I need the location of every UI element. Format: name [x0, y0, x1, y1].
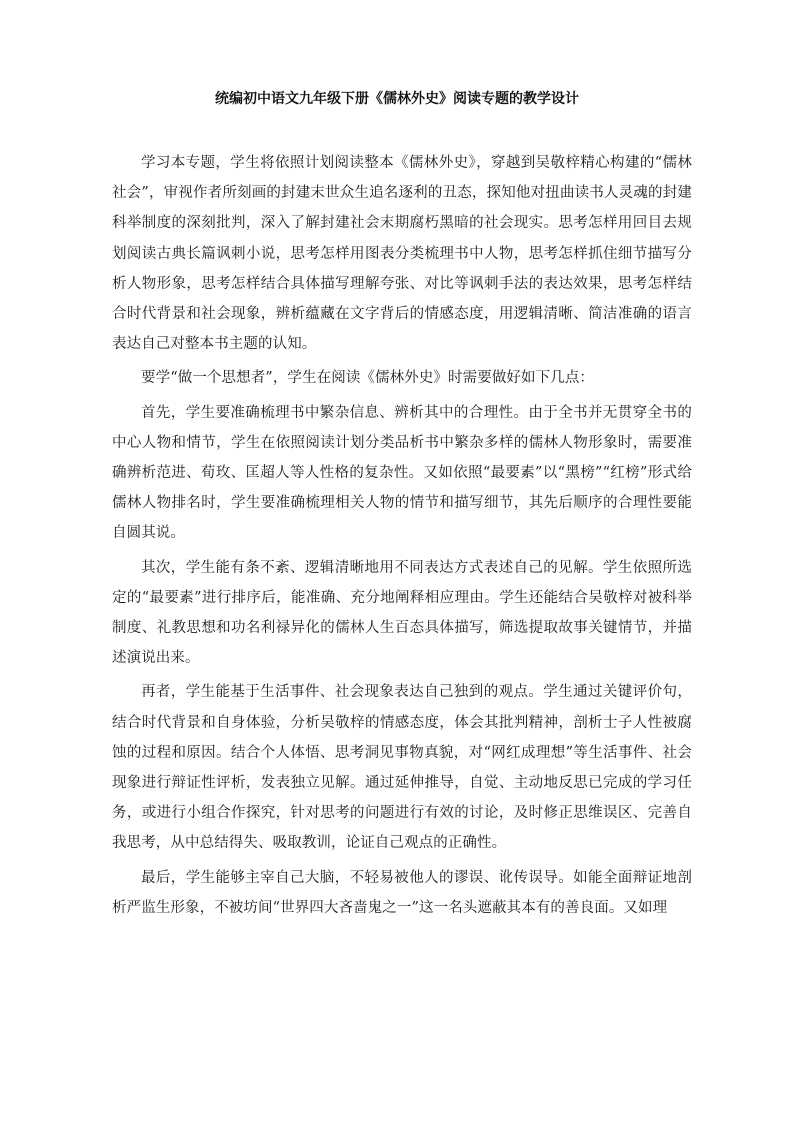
paragraph-first: 首先，学生要准确梳理书中繁杂信息、辨析其中的合理性。由于全书并无贯穿全书的中心人物和情节，学生在依照阅读计划分类品析书中繁杂多样的儒林人物形象时，需要准确辨析范进、荀玫、匡超人等人性格的复杂性。又如依照“最要素”以“黑榜”“红榜”形式给儒林人物排名时，学生要准确梳理相关人物的情节和描写细节，其先后顺序的合理性要能自圆其说。: [112, 404, 692, 542]
paragraph-intro: 学习本专题，学生将依照计划阅读整本《儒林外史》，穿越到吴敬梓精心构建的“儒林社会”，审视作者所刻画的封建末世众生追名逐利的丑态，探知他对扭曲读书人灵魂的封建科举制度的深刻批判，深入了解封建社会末期腐朽黑暗的社会现实。思考怎样用回目去规划阅读古典长篇讽刺小说，思考怎样用图表分类梳理书中人物，思考怎样抓住细节描写分析人物形象，思考怎样结合具体描写理解夸张、对比等讽刺手法的表达效果，思考怎样结合时代背景和社会现象，辨析蕴藏在文字背后的情感态度，用逻辑清晰、简洁准确的语言表达自己对整本书主题的认知。: [112, 155, 692, 353]
paragraph-last: 最后，学生能够主宰自己大脑，不轻易被他人的谬误、讹传误导。如能全面辩证地剖析严监生形象，不被坊间“世界四大吝啬鬼之一”这一名头遮蔽其本有的善良面。又如理: [112, 869, 692, 916]
paragraph-second: 其次，学生能有条不紊、逻辑清晰地用不同表达方式表述自己的见解。学生依照所选定的“最要素”进行排序后，能准确、充分地阐释相应理由。学生还能结合吴敬梓对被科举制度、礼教思想和功名利禄异化的儒林人生百态具体描写，筛选提取故事关键情节，并描述演说出来。: [112, 559, 692, 667]
document-body: [112, 148, 692, 927]
document-title: 统编初中语文九年级下册《儒林外史》阅读专题的教学设计: [215, 91, 579, 107]
paragraph-third: 再者，学生能基于生活事件、社会现象表达自己独到的观点。学生通过关键评价句，结合时代背景和自身体验，分析吴敬梓的情感态度，体会其批判精神，剖析士子人性被腐蚀的过程和原因。结合个人体悟、思考洞见事物真貌，对“网红成理想”等生活事件、社会现象进行辩证性评析，发表独立见解。通过延伸推导，自觉、主动地反思已完成的学习任务，或进行小组合作探究，针对思考的问题进行有效的讨论，及时修正思维误区、完善自我思考，从中总结得失、吸取教训，论证自己观点的正确性。: [112, 684, 692, 852]
paragraph-lead: 要学“做一个思想者”，学生在阅读《儒林外史》时需要做好如下几点：: [141, 370, 595, 387]
